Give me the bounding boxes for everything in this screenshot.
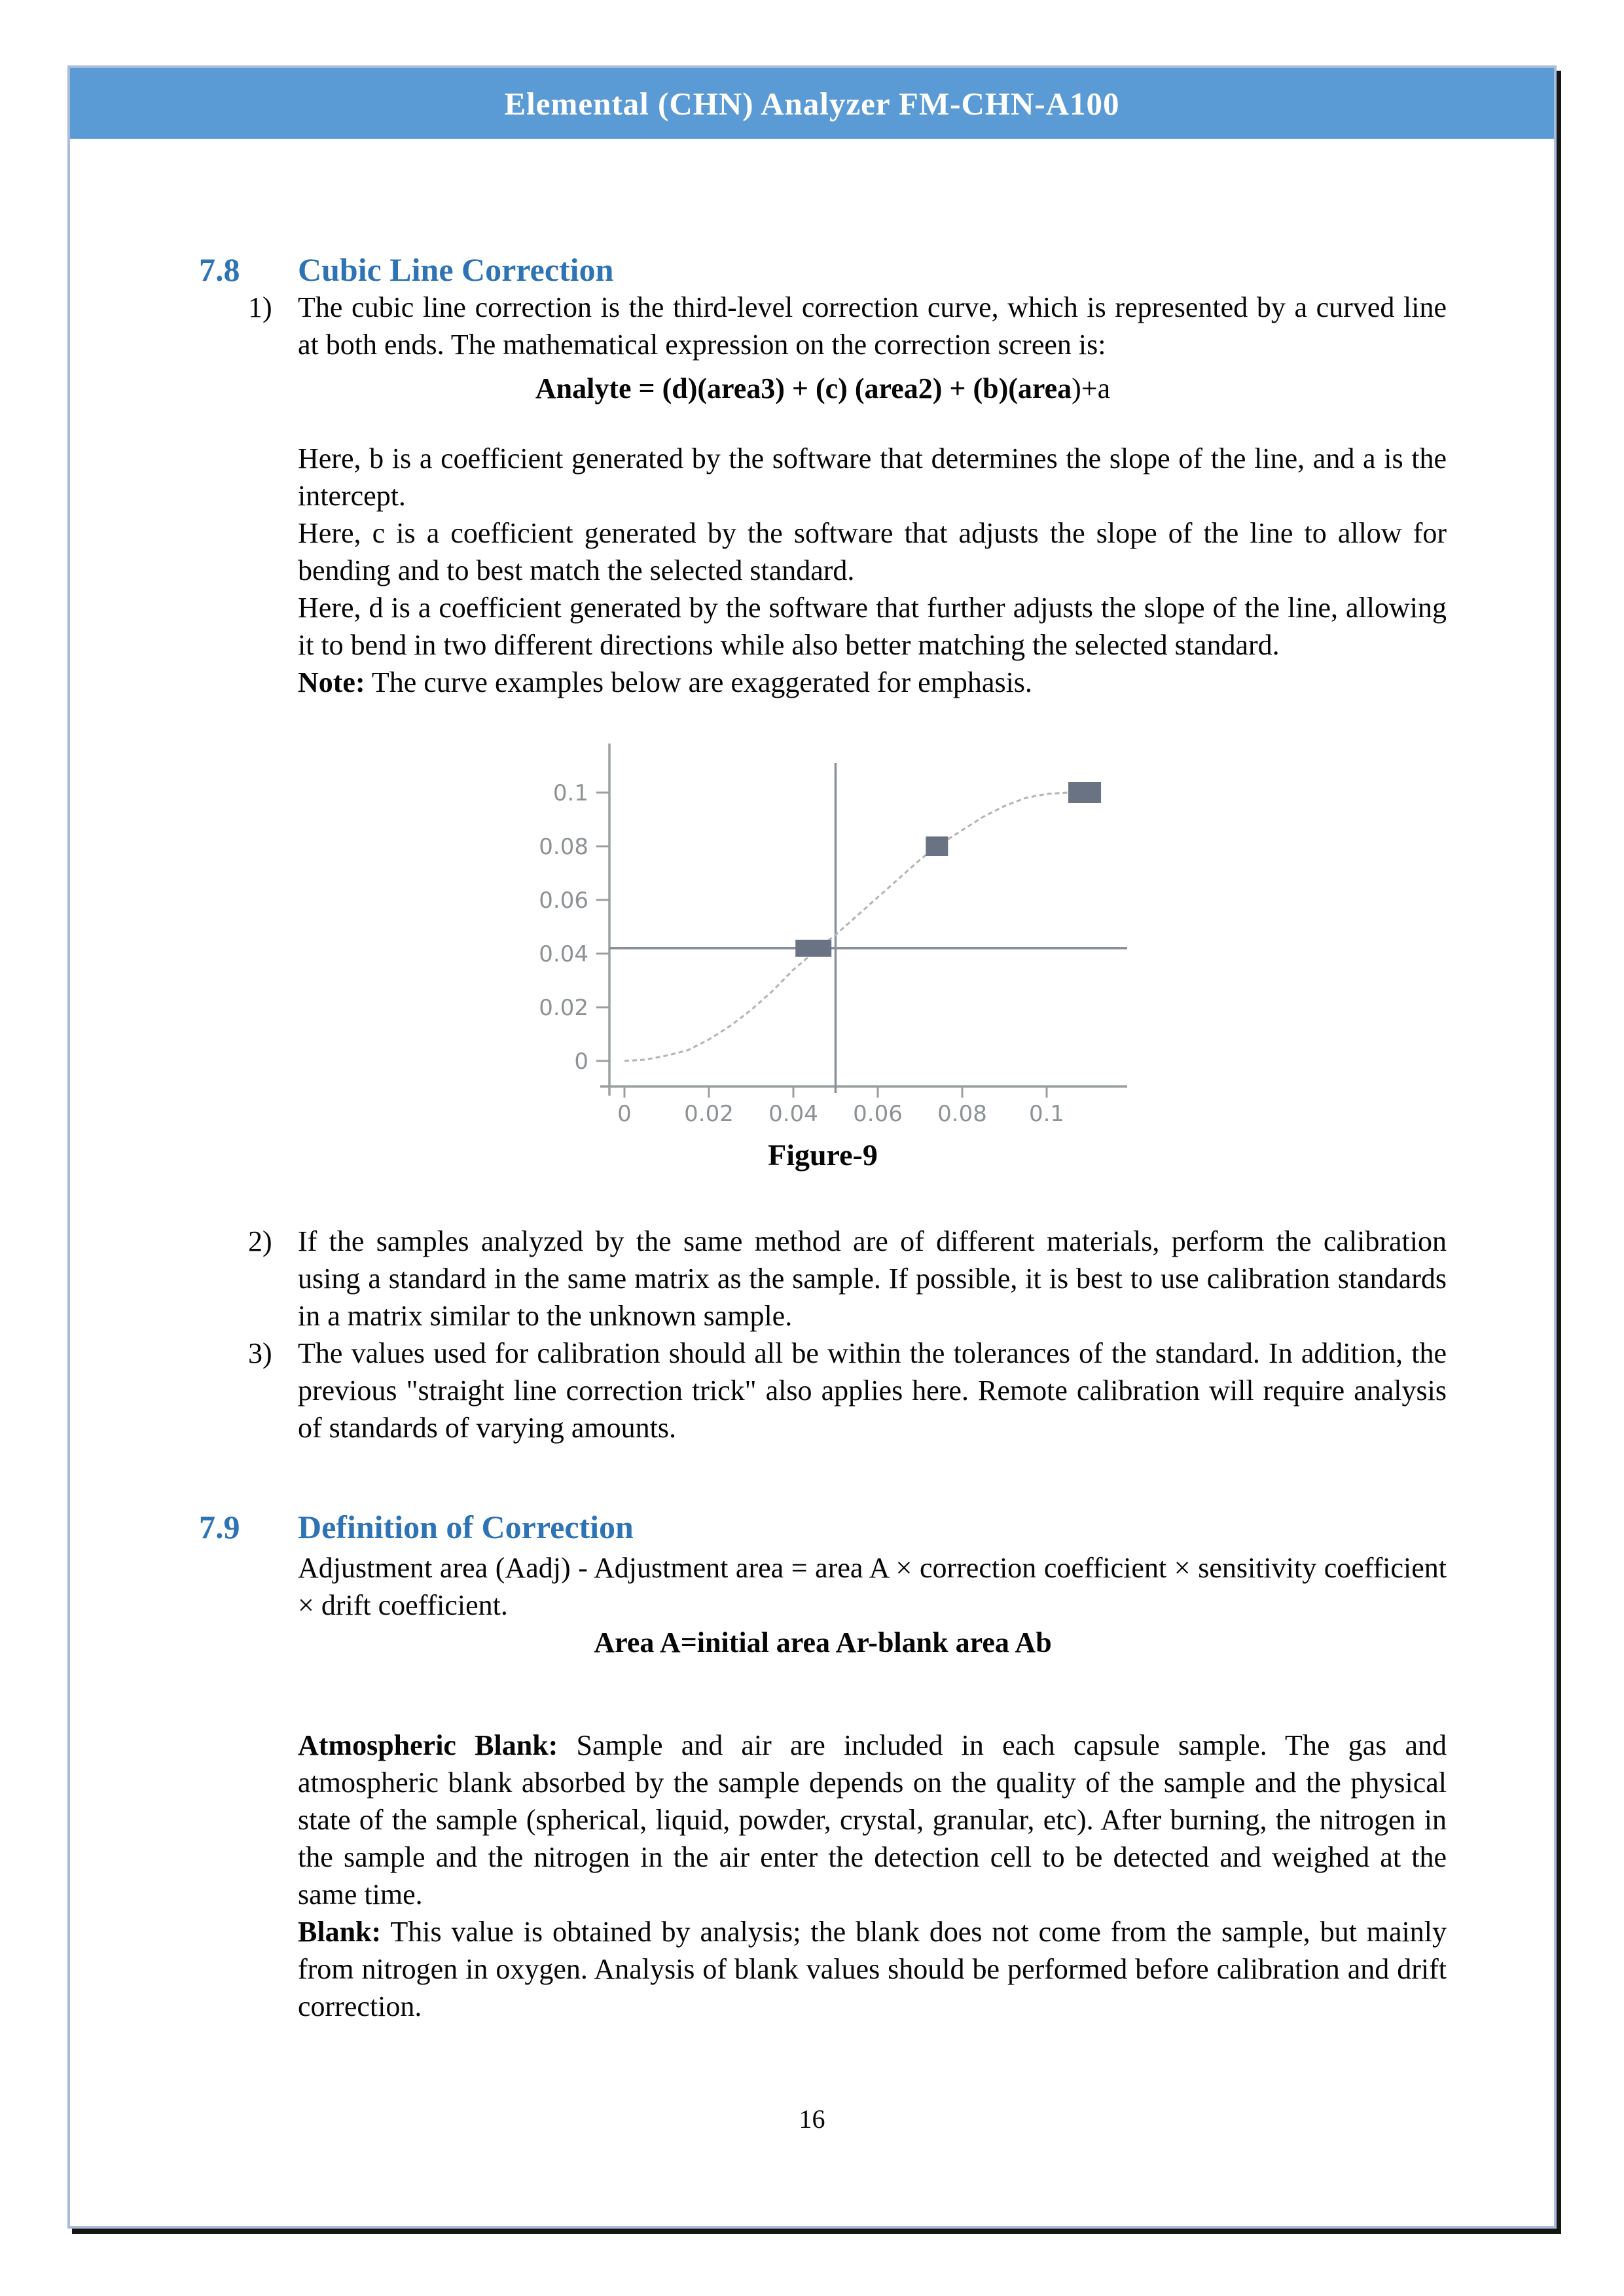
x-tick-label: 0.02 — [684, 1101, 734, 1126]
x-tick-label: 0.06 — [853, 1101, 903, 1126]
section-7-9-title: Definition of Correction — [298, 1509, 634, 1545]
section-7-8-number: 7.8 — [199, 251, 240, 288]
x-tick-label: 0.08 — [937, 1101, 987, 1126]
section-7-8-heading — [199, 251, 1447, 289]
list-item-1 — [199, 289, 1447, 363]
y-tick-label: 0.1 — [552, 780, 588, 806]
page-border-frame — [67, 65, 1557, 2229]
paragraph-atmospheric-blank — [298, 1727, 1447, 1913]
cubic-formula-tail: )+a — [1072, 372, 1111, 404]
page-header-band — [70, 68, 1554, 139]
area-formula: Area A=initial area Ar-blank area Ab — [594, 1626, 1052, 1659]
list-item-3-text: The values used for calibration should all be within the tolerances of the standard. In addition, the previous "straight line correction trick" also applies here. Remote calibration will require analysis of standards of varying amounts. — [298, 1337, 1447, 1444]
figure-9 — [199, 744, 1447, 1174]
list-item-3 — [199, 1335, 1447, 1446]
note-label: Note: — [298, 666, 365, 698]
section-7-9-number: 7.9 — [199, 1509, 240, 1545]
data-point-marker — [1068, 782, 1101, 803]
y-tick-label: 0.04 — [539, 941, 588, 967]
paragraph-adjustment-area: Adjustment area (Aadj) - Adjustment area = area A × correction coefficient × sensitivity coefficient × drift coefficient. — [298, 1552, 1447, 1621]
paragraph-coefficient-c: Here, c is a coefficient generated by the software that adjusts the slope of the line to allow for bending and to best match the selected standard. — [298, 517, 1447, 586]
atmospheric-blank-label: Atmospheric Blank: — [298, 1729, 558, 1761]
list-item-2 — [199, 1223, 1447, 1335]
list-item-1-marker: 1) — [248, 291, 272, 323]
paragraph-blank — [298, 1913, 1447, 2025]
paragraph-note — [298, 664, 1447, 701]
y-tick-label: 0.06 — [539, 888, 588, 914]
section-7-9-heading — [199, 1509, 1447, 1546]
figure-9-caption: Figure-9 — [768, 1138, 878, 1172]
paragraph-coefficient-d: Here, d is a coefficient generated by the software that further adjusts the slope of the line, allowing it to bend in two different directions while also better matching the selected standard. — [298, 592, 1447, 661]
figure-9-chart — [518, 744, 1127, 1126]
note-text: The curve examples below are exaggerated for emphasis. — [371, 666, 1032, 698]
data-point-marker — [795, 940, 831, 957]
correction-curve — [624, 793, 1085, 1061]
x-tick-label: 0.04 — [768, 1101, 818, 1126]
cubic-formula — [199, 370, 1447, 407]
section-7-8-title: Cubic Line Correction — [298, 251, 614, 288]
page-title: Elemental (CHN) Analyzer FM-CHN-A100 — [504, 85, 1120, 122]
y-tick-label: 0.08 — [539, 834, 588, 860]
cubic-formula-bold: Analyte = (d)(area3) + (c) (area2) + (b)(area — [535, 372, 1072, 404]
list-item-2-marker: 2) — [248, 1225, 272, 1257]
paragraph-coefficient-b: Here, b is a coefficient generated by the software that determines the slope of the line, and a is the intercept. — [298, 442, 1447, 512]
page-content — [70, 139, 1554, 2025]
list-item-1-text: The cubic line correction is the third-level correction curve, which is represented by a curved line at both ends. The mathematical expression on the correction screen is: — [298, 291, 1447, 361]
page-number: 16 — [799, 2104, 825, 2134]
list-item-3-marker: 3) — [248, 1337, 272, 1369]
list-item-2-text: If the samples analyzed by the same method are of different materials, perform the calibration using a standard in the same matrix as the sample. If possible, it is best to use calibration standards in a matrix similar to the unknown sample. — [298, 1225, 1447, 1332]
y-tick-label: 0 — [574, 1049, 588, 1075]
y-tick-label: 0.02 — [539, 995, 588, 1021]
x-tick-label: 0.1 — [1028, 1101, 1065, 1126]
x-tick-label: 0 — [617, 1101, 632, 1126]
blank-label: Blank: — [298, 1916, 382, 1948]
atmospheric-blank-text: Sample and air are included in each capsule sample. The gas and atmospheric blank absorbed by the sample depends on the quality of the sample and the physical state of the sample (spherical, liquid, powder, crystal, granular, etc). After burning, the nitrogen in the sample and the nitrogen in the air enter the detection cell to be detected and weighed at the same time. — [298, 1729, 1447, 1910]
data-point-marker — [926, 836, 948, 856]
blank-text: This value is obtained by analysis; the blank does not come from the sample, but mainly from nitrogen in oxygen. Analysis of blank values should be performed before calibration and drift correction. — [298, 1916, 1447, 2022]
